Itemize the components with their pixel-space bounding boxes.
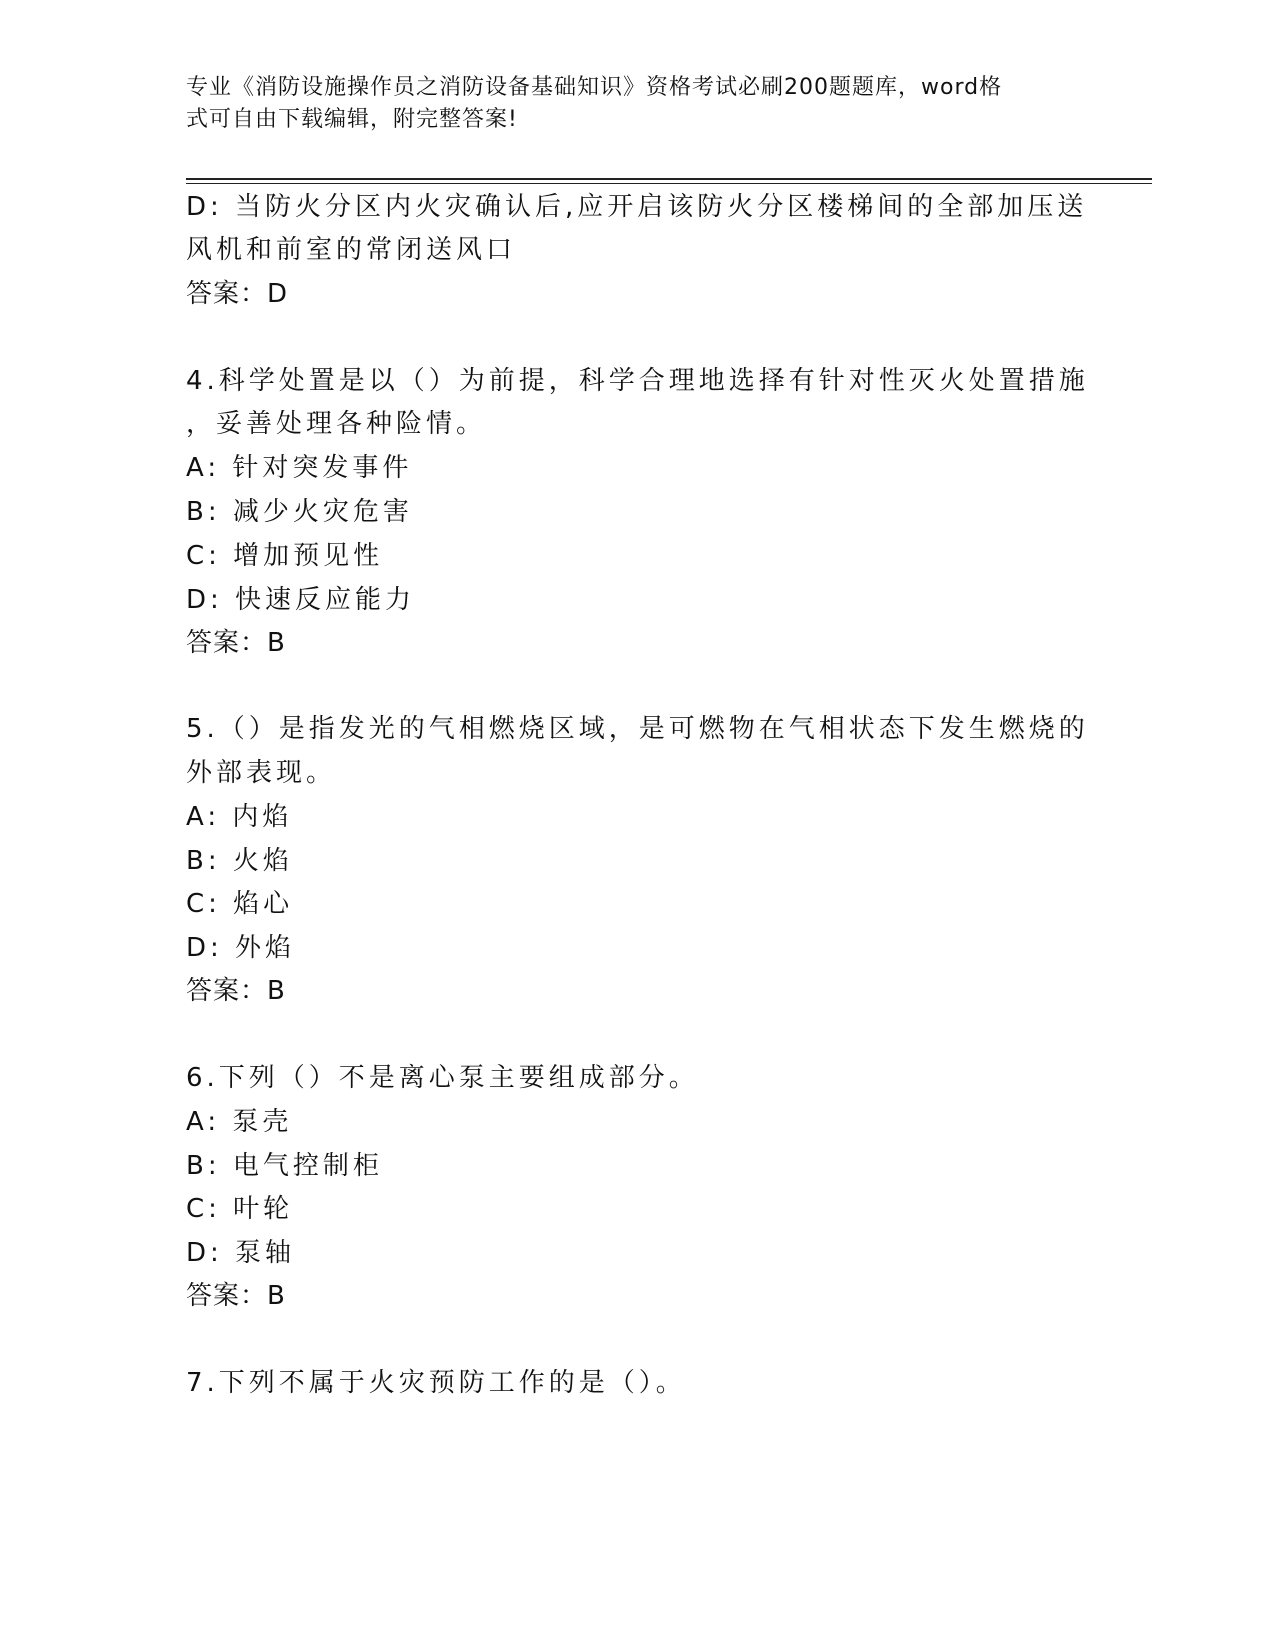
q4-option-d: D: 快速反应能力 <box>186 585 416 615</box>
q6-answer: 答案：B <box>186 1281 286 1311</box>
q5-option-d: D: 外焰 <box>186 933 296 963</box>
q5-option-b: B: 火焰 <box>186 846 293 876</box>
q6-option-d: D: 泵轴 <box>186 1238 296 1268</box>
q3-option-d-line-2: 风机和前室的常闭送风口 <box>186 235 517 265</box>
q4-option-c: C: 增加预见性 <box>186 541 384 571</box>
header-divider-thick <box>186 178 1152 180</box>
q3-answer: 答案：D <box>186 279 289 309</box>
q7-stem-line-1: 7.下列不属于火灾预防工作的是（）。 <box>186 1368 686 1398</box>
q4-answer: 答案：B <box>186 628 286 658</box>
q6-option-b: B: 电气控制柜 <box>186 1151 383 1181</box>
q3-option-d-line-1: D: 当防火分区内火灾确认后,应开启该防火分区楼梯间的全部加压送 <box>186 192 1088 222</box>
header-line-1: 专业《消防设施操作员之消防设备基础知识》资格考试必刷200题题库，word格 <box>186 75 1003 100</box>
q6-stem-line-1: 6.下列（）不是离心泵主要组成部分。 <box>186 1063 699 1093</box>
q4-stem-line-2: ，妥善处理各种险情。 <box>186 409 487 439</box>
q4-option-a: A: 针对突发事件 <box>186 453 413 483</box>
q5-stem-line-2: 外部表现。 <box>186 758 337 788</box>
q5-answer: 答案：B <box>186 976 286 1006</box>
header-line-2: 式可自由下载编辑，附完整答案! <box>186 107 518 132</box>
q4-stem-line-1: 4.科学处置是以（）为前提，科学合理地选择有针对性灭火处置措施 <box>186 366 1089 396</box>
q6-option-a: A: 泵壳 <box>186 1107 293 1137</box>
header-divider-thin <box>186 183 1152 184</box>
q5-option-c: C: 焰心 <box>186 889 294 919</box>
q4-option-b: B: 减少火灾危害 <box>186 497 413 527</box>
q6-option-c: C: 叶轮 <box>186 1194 294 1224</box>
q5-stem-line-1: 5.（）是指发光的气相燃烧区域，是可燃物在气相状态下发生燃烧的 <box>186 714 1089 744</box>
document-header <box>186 72 1066 136</box>
q5-option-a: A: 内焰 <box>186 802 293 832</box>
